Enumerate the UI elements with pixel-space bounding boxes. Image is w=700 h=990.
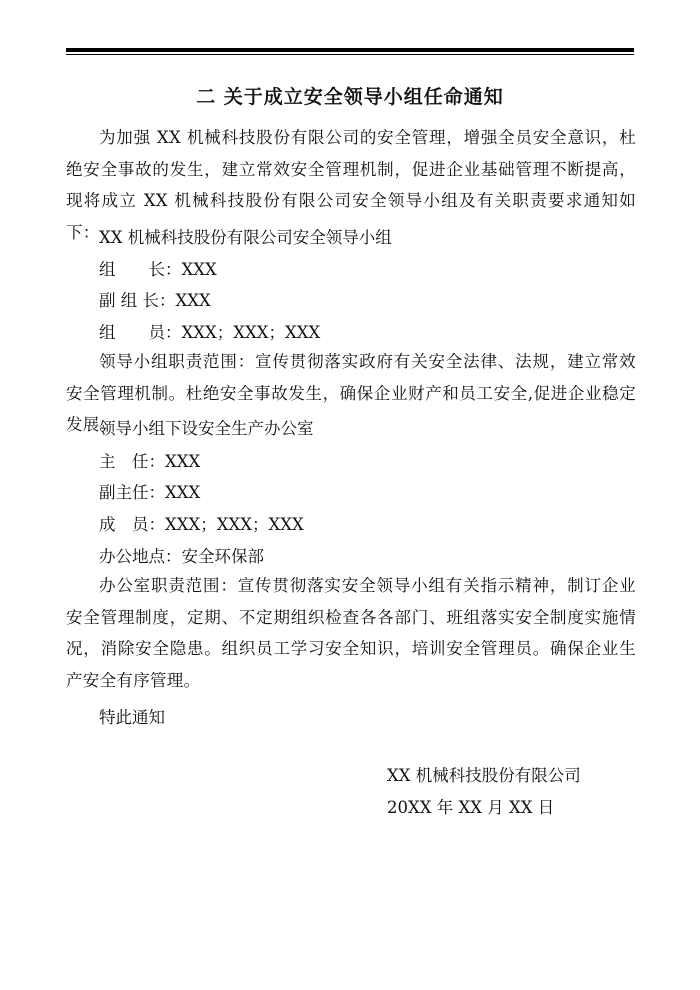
group-duty-paragraph: 领导小组职责范围：宣传贯彻落实政府有关安全法律、法规，建立常效安全管理机制。杜绝安全事故发生，确保企业财产和员工安全,促进企业稳定发展。 bbox=[66, 352, 636, 434]
group-deputy-value: XXX bbox=[175, 291, 211, 310]
group-deputy-role: 副 组 长： bbox=[99, 291, 176, 310]
office-members-row bbox=[99, 513, 304, 537]
office-deputy-role: 副主任： bbox=[99, 483, 165, 502]
office-duty-paragraph: 办公室职责范围：宣传贯彻落实安全领导小组有关指示精神，制订企业安全管理制度，定期、不定期组织检查各各部门、班组落实安全制度实施情况，消除安全隐患。组织员工学习安全知识，培训安全管理员。确保企业生产安全有序管理。 bbox=[66, 576, 636, 690]
group-heading: XX 机械科技股份有限公司安全领导小组 bbox=[99, 228, 392, 247]
group-leader-value: XXX bbox=[181, 260, 217, 279]
signature-company: XX 机械科技股份有限公司 bbox=[387, 766, 581, 785]
office-director-role: 主 任： bbox=[99, 452, 165, 471]
intro-paragraph: 为加强 XX 机械科技股份有限公司的安全管理，增强全员安全意识，杜绝安全事故的发生，建立常效安全管理机制，促进企业基础管理不断提高，现将成立 XX 机械科技股份有限公司安全领导小组及有关职责要求通知如下： bbox=[66, 128, 636, 242]
group-members-value: XXX；XXX；XXX bbox=[181, 323, 321, 342]
office-members-role: 成 员： bbox=[99, 515, 165, 534]
group-leader-role: 组 长： bbox=[99, 260, 182, 279]
office-director-value: XXX bbox=[165, 452, 201, 471]
office-director-row bbox=[99, 450, 200, 474]
office-deputy-value: XXX bbox=[165, 483, 201, 502]
document-title: 二 关于成立安全领导小组任命通知 bbox=[196, 86, 504, 108]
header-rule-thick bbox=[66, 48, 634, 52]
office-heading: 领导小组下设安全生产办公室 bbox=[99, 419, 314, 438]
office-members-value: XXX；XXX；XXX bbox=[165, 515, 304, 534]
closing-text: 特此通知 bbox=[99, 708, 165, 727]
office-deputy-row bbox=[99, 481, 200, 505]
signature-date: 20XX 年 XX 月 XX 日 bbox=[387, 798, 555, 817]
group-leader-row bbox=[99, 258, 217, 282]
group-members-row bbox=[99, 321, 320, 345]
group-deputy-row bbox=[99, 289, 211, 313]
header-rule-thin bbox=[66, 54, 634, 55]
group-members-role: 组 员： bbox=[99, 323, 182, 342]
office-location: 办公地点：安全环保部 bbox=[99, 547, 264, 566]
